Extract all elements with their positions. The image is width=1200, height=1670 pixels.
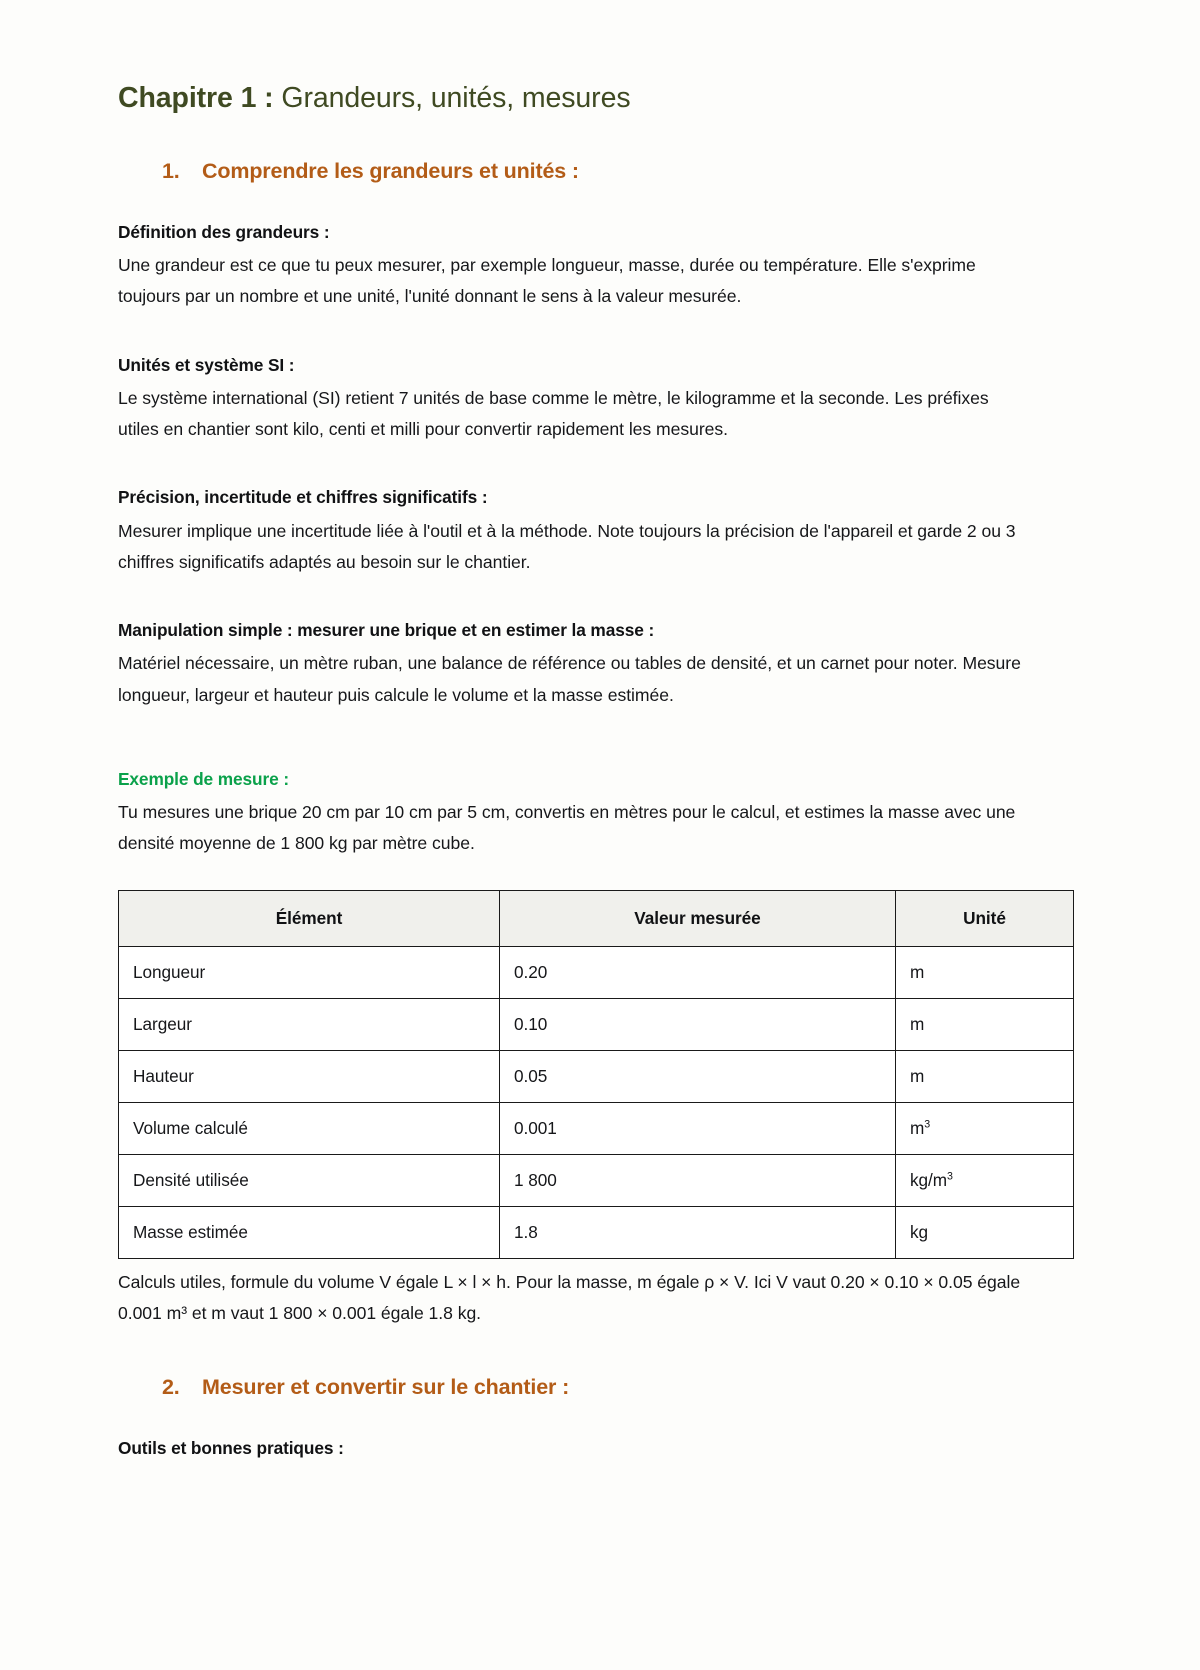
unit-text: m — [910, 1013, 925, 1034]
table-row — [119, 1206, 1074, 1258]
section-2-number: 2. — [162, 1375, 180, 1400]
cell-value: 0.05 — [500, 1050, 896, 1102]
block-body: Le système international (SI) retient 7 unités de base comme le mètre, le kilogramme et la seconde. Les préfixes utiles en chantier sont kilo, centi et milli pour convertir rapidement les mesures. — [118, 387, 989, 440]
unit-text: m — [910, 1117, 925, 1138]
example-title: Exemple de mesure : — [118, 768, 289, 789]
block-title: Définition des grandeurs : — [118, 222, 330, 243]
calculation-note: Calculs utiles, formule du volume V égale L × l × h. Pour la masse, m égale ρ × V. Ici V vaut 0.20 × 0.10 × 0.05 égale 0.001 m³ et m vaut 1 800 × 0.001 égale 1.8 kg. — [118, 1271, 1021, 1323]
block-unites-et-systeme-si — [118, 353, 1082, 446]
cell-unit — [896, 1050, 1074, 1102]
block-body: Matériel nécessaire, un mètre ruban, une balance de référence ou tables de densité, et un carnet pour noter. Mesure longueur, largeur et hauteur puis calcule le volume et la masse estimée. — [118, 653, 1021, 705]
spacer — [118, 343, 1082, 353]
table-row — [119, 998, 1074, 1050]
block-title: Outils et bonnes pratiques : — [118, 1438, 344, 1459]
unit-text: m — [910, 1065, 925, 1086]
page-title-rest: Grandeurs, unités, mesures — [281, 82, 631, 114]
cell-element: Masse estimée — [119, 1206, 500, 1258]
block-body: Mesurer implique une incertitude liée à l'outil et à la méthode. Note toujours la précision de l'appareil et garde 2 ou 3 chiffres significatifs adaptés au besoin sur le chantier. — [118, 520, 1016, 572]
table-head — [119, 890, 1074, 946]
cell-element: Largeur — [119, 998, 500, 1050]
unit-exponent: 3 — [947, 1169, 953, 1182]
cell-element: Hauteur — [119, 1050, 500, 1102]
column-header-element: Élément — [119, 890, 500, 946]
cell-unit — [896, 946, 1074, 998]
spacer — [118, 1329, 1082, 1375]
section-1-title: Comprendre les grandeurs et unités : — [202, 159, 579, 184]
block-manipulation-simple — [118, 618, 1082, 711]
cell-unit — [896, 998, 1074, 1050]
page-title — [118, 80, 1082, 117]
block-precision-incertitude — [118, 485, 1082, 578]
column-header-unit: Unité — [896, 890, 1074, 946]
block-title: Manipulation simple : mesurer une brique et en estimer la masse : — [118, 620, 655, 641]
cell-unit — [896, 1154, 1074, 1206]
cell-unit — [896, 1102, 1074, 1154]
block-outils-et-bonnes-pratiques — [118, 1436, 1082, 1461]
cell-value: 0.20 — [500, 946, 896, 998]
example-body: Tu mesures une brique 20 cm par 10 cm par 5 cm, convertis en mètres pour le calcul, et estimes la masse avec une densité moyenne de 1 800 kg par mètre cube. — [118, 801, 1016, 854]
cell-value: 0.001 — [500, 1102, 896, 1154]
block-body: Une grandeur est ce que tu peux mesurer, par exemple longueur, masse, durée ou température. Elle s'exprime toujours par un nombre et une unité, l'unité donnant le sens à la valeur mesurée. — [118, 255, 976, 307]
spacer — [118, 741, 1082, 767]
block-definition-des-grandeurs — [118, 220, 1082, 313]
page-title-prefix: Chapitre 1 : — [118, 82, 274, 114]
table-row — [119, 1102, 1074, 1154]
cell-element: Volume calculé — [119, 1102, 500, 1154]
block-title: Précision, incertitude et chiffres significatifs : — [118, 487, 488, 508]
cell-element: Densité utilisée — [119, 1154, 500, 1206]
section-1-number: 1. — [162, 159, 180, 184]
unit-text: kg — [910, 1221, 929, 1242]
cell-value: 1 800 — [500, 1154, 896, 1206]
table-header-row — [119, 890, 1074, 946]
block-title: Unités et système SI : — [118, 354, 295, 375]
cell-element: Longueur — [119, 946, 500, 998]
table-row — [119, 946, 1074, 998]
measurements-table — [118, 890, 1074, 1259]
spacer — [118, 608, 1082, 618]
column-header-value: Valeur mesurée — [500, 890, 896, 946]
cell-value: 0.10 — [500, 998, 896, 1050]
table-body — [119, 946, 1074, 1258]
block-exemple-de-mesure — [118, 767, 1082, 860]
cell-unit — [896, 1206, 1074, 1258]
section-heading-1 — [162, 159, 1082, 184]
unit-text: m — [910, 961, 925, 982]
cell-value: 1.8 — [500, 1206, 896, 1258]
unit-text: kg/m — [910, 1169, 948, 1190]
section-heading-2 — [162, 1375, 1082, 1400]
table-row — [119, 1154, 1074, 1206]
unit-exponent: 3 — [924, 1117, 931, 1130]
spacer — [118, 475, 1082, 485]
section-2-title: Mesurer et convertir sur le chantier : — [202, 1375, 570, 1400]
table-row — [119, 1050, 1074, 1102]
